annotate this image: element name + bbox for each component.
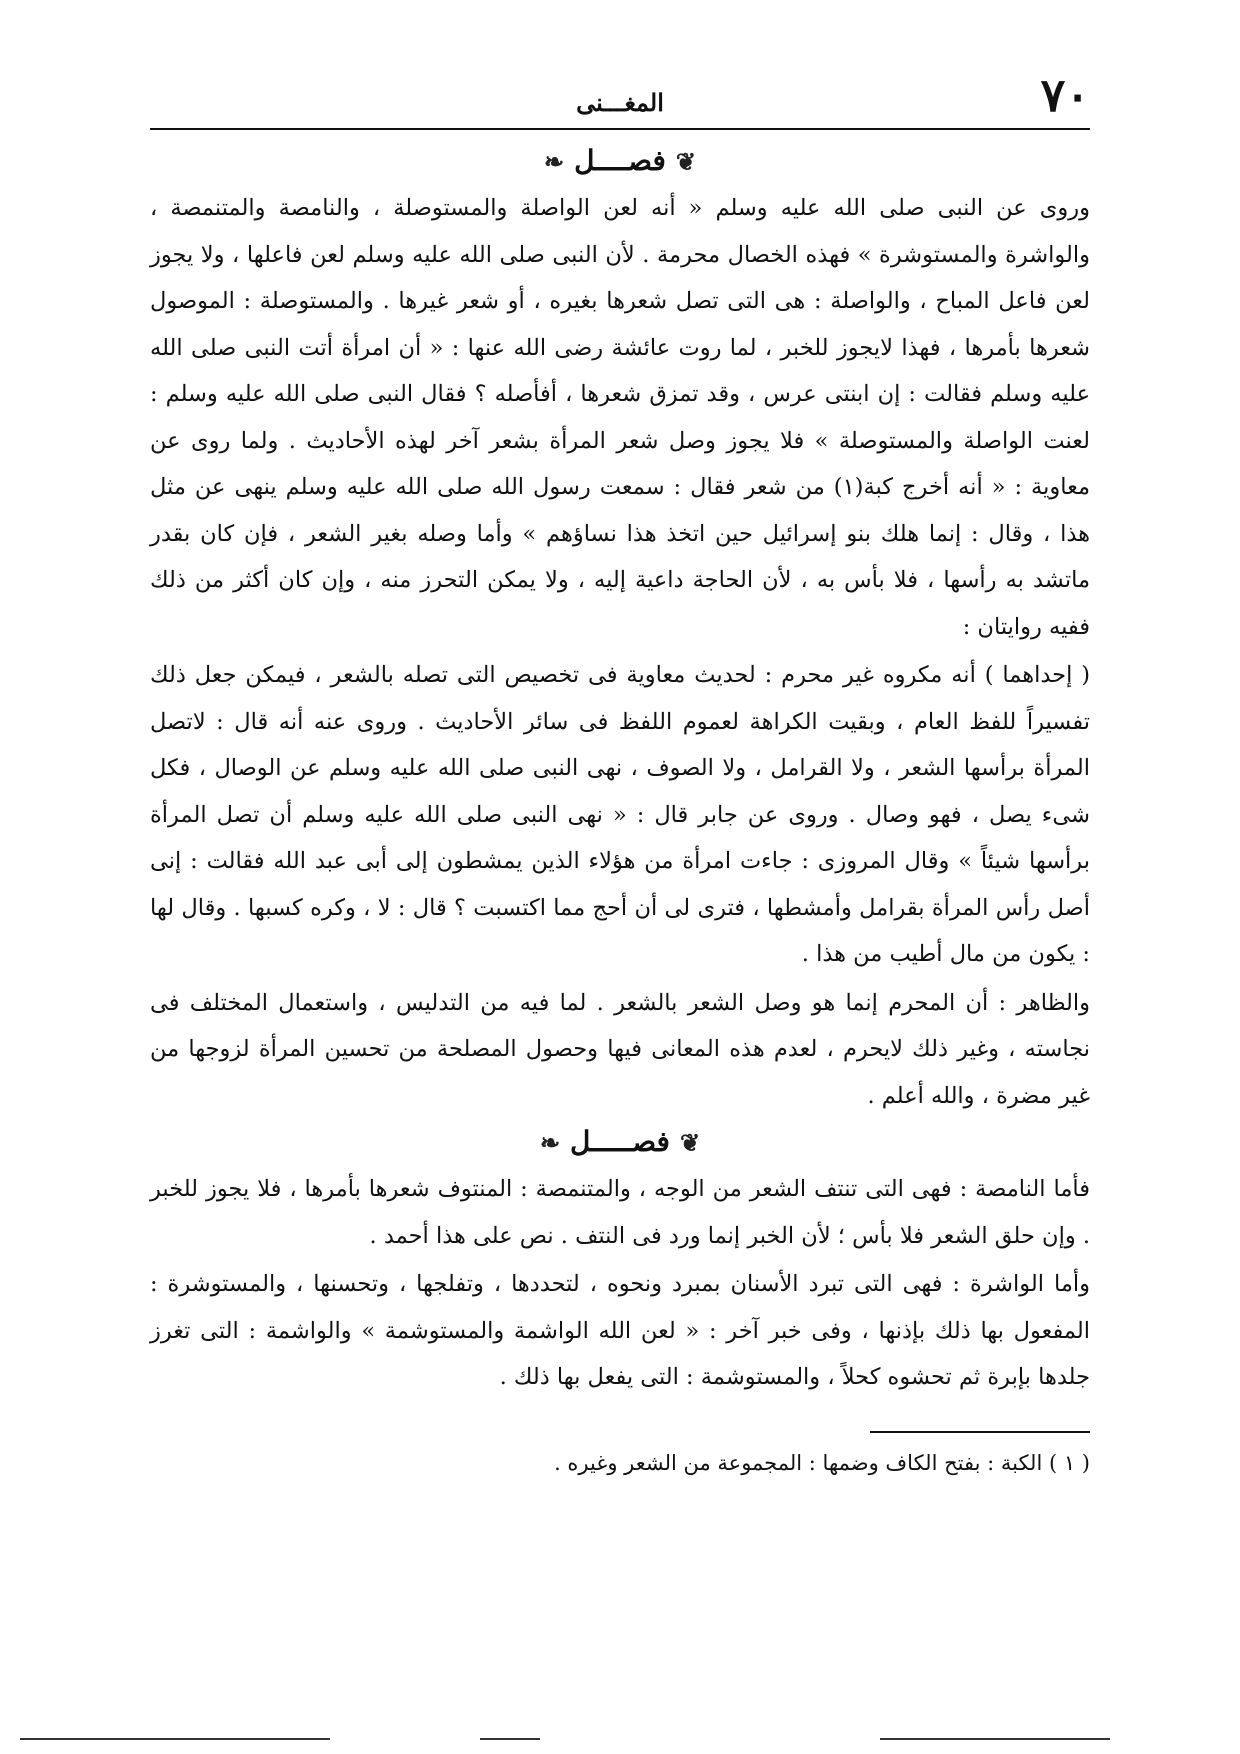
page-number: ٧٠ xyxy=(1040,68,1090,122)
scan-mark xyxy=(880,1738,1110,1740)
ornament-icon: ❦ xyxy=(675,147,696,176)
ornament-icon: ❧ xyxy=(539,1128,561,1157)
running-head xyxy=(150,70,1090,128)
paragraph: وروى عن النبى صلى الله عليه وسلم « أنه لعن الواصلة والمستوصلة ، والنامصة والمتنمصة ، والواشرة والمستوشرة » فهذه الخصال محرمة . لأن النبى صلى الله عليه وسلم لعن فاعلها ، ولا يجوز لعن فاعل المباح ، والواصلة : هى التى تصل شعرها بغيره ، أو شعر غيرها . والمستوصلة : الموصول شعرها بأمرها ، فهذا لايجوز للخبر ، لما روت عائشة رضى الله عنها : « أن امرأة أتت النبى صلى الله عليه وسلم فقالت : إن ابنتى عرس ، وقد تمزق شعرها ، أفأصله ؟ فقال النبى صلى الله عليه وسلم : لعنت الواصلة والمستوصلة » فلا يجوز وصل شعر المرأة بشعر آخر لهذه الأحاديث . ولما روى عن معاوية : « أنه أخرج كبة(١) من شعر فقال : سمعت رسول الله صلى الله عليه وسلم ينهى عن مثل هذا ، وقال : إنما هلك بنو إسرائيل حين اتخذ هذا نساؤهم » وأما وصله بغير الشعر ، فإن كان بقدر ماتشد به رأسها ، فلا بأس به ، لأن الحاجة داعية إليه ، ولا يمكن التحرز منه ، وإن كان أكثر من ذلك ففيه روايتان : xyxy=(150,195,1091,640)
section-heading xyxy=(150,1125,1090,1158)
section-1 xyxy=(150,144,1090,1119)
footnote-rule xyxy=(870,1431,1090,1433)
header-rule xyxy=(150,128,1090,130)
section-2 xyxy=(150,1125,1090,1401)
scan-mark xyxy=(20,1738,330,1740)
ornament-icon: ❧ xyxy=(544,147,565,176)
scan-mark xyxy=(480,1738,540,1740)
section-heading-label: فصــــل xyxy=(574,144,666,177)
book-title: المغـــنى xyxy=(576,88,664,117)
book-page xyxy=(150,70,1090,1481)
paragraph: ( إحداهما ) أنه مكروه غير محرم : لحديث معاوية فى تخصيص التى تصله بالشعر ، فيمكن جعل ذلك تفسيراً للفظ العام ، وبقيت الكراهة لعموم اللفظ فى سائر الأحاديث . وروى عنه أنه قال : لاتصل المرأة برأسها الشعر ، ولا القرامل ، ولا الصوف ، نهى النبى صلى الله عليه وسلم عن الوصال ، فكل شىء يصل ، فهو وصال . وروى عن جابر قال : « نهى النبى صلى الله عليه وسلم أن تصل المرأة برأسها شيئاً » وقال المروزى : جاءت امرأة من هؤلاء الذين يمشطون إلى أبى عبد الله فقالت : إنى أصل رأس المرأة بقرامل وأمشطها ، فترى لى أن أحج مما اكتسبت ؟ قال : لا ، وكره كسبها . وقال لها : يكون من مال أطيب من هذا . xyxy=(150,662,1090,967)
ornament-icon: ❦ xyxy=(679,1128,701,1157)
paragraph: فأما النامصة : فهى التى تنتف الشعر من الوجه ، والمتنمصة : المنتوف شعرها بأمرها ، فلا يجوز للخبر . وإن حلق الشعر فلا بأس ؛ لأن الخبر إنما ورد فى النتف . نص على هذا أحمد . xyxy=(150,1176,1090,1249)
section-heading xyxy=(150,144,1090,177)
scan-edge-marks xyxy=(0,1738,1240,1742)
paragraph: والظاهر : أن المحرم إنما هو وصل الشعر بالشعر . لما فيه من التدليس ، واستعمال المختلف فى نجاسته ، وغير ذلك لايحرم ، لعدم هذه المعانى فيها وحصول المصلحة من تحسين المرأة لزوجها من غير مضرة ، والله أعلم . xyxy=(150,989,1090,1109)
footnote: ( ١ ) الكبة : بفتح الكاف وضمها : المجموعة من الشعر وغيره . xyxy=(554,1450,1090,1475)
section-heading-label: فصـــــل xyxy=(570,1125,670,1158)
paragraph: وأما الواشرة : فهى التى تبرد الأسنان بمبرد ونحوه ، لتحددها ، وتفلجها ، وتحسنها ، والمستوشرة : المفعول بها ذلك بإذنها ، وفى خبر آخر : « لعن الله الواشمة والمستوشمة » والواشمة : التى تغرز جلدها بإبرة ثم تحشوه كحلاً ، والمستوشمة : التى يفعل بها ذلك . xyxy=(150,1271,1090,1390)
